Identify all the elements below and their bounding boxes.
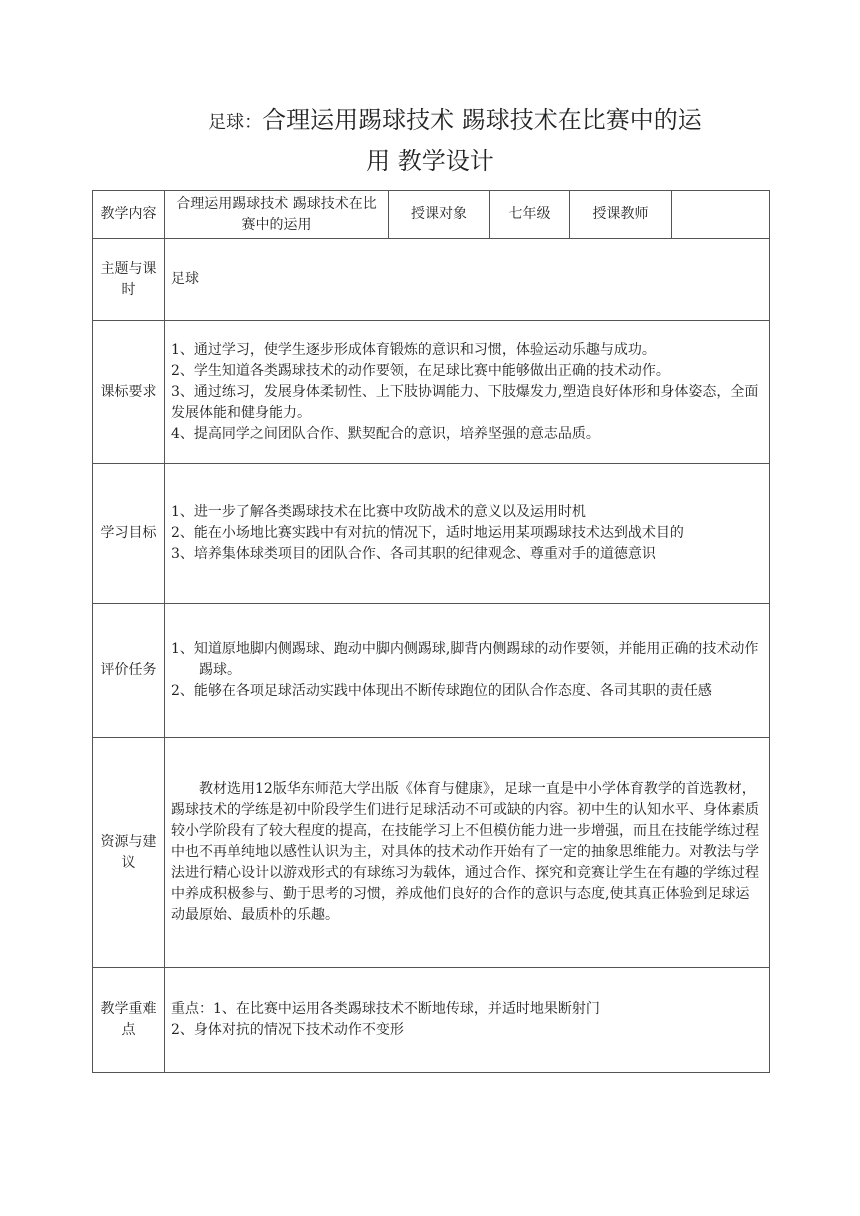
key-point-item: 重点：1、在比赛中运用各类踢球技术不断地传球，并适时地果断射门 xyxy=(171,1001,600,1017)
header-row xyxy=(93,191,770,239)
resources-row xyxy=(93,738,770,968)
resources-label: 资源与建议 xyxy=(93,738,165,968)
curriculum-item: 2、学生知道各类踢球技术的动作要领，在足球比赛中能够做出正确的技术动作。 xyxy=(171,362,670,379)
objectives-content xyxy=(165,464,770,604)
topic-row xyxy=(93,239,770,321)
audience-label: 授课对象 xyxy=(389,191,490,239)
title-line-2: 用 教学设计 xyxy=(366,147,494,175)
objectives-label: 学习目标 xyxy=(93,464,165,604)
title-line-1 xyxy=(0,103,860,140)
curriculum-item: 1、通过学习，使学生逐步形成体育锻炼的意识和习惯，体验运动乐趣与成功。 xyxy=(171,341,656,358)
audience-value: 七年级 xyxy=(490,191,570,239)
assessment-item: 2、能够在各项足球活动实践中体现出不断传球跑位的团队合作态度、各司其职的责任感 xyxy=(171,683,712,699)
objectives-row xyxy=(93,464,770,604)
curriculum-item: 3、通过练习，发展身体柔韧性、上下肢协调能力、下肢爆发力,塑造良好体形和身体姿态，全面发展体能和健身能力。 xyxy=(171,383,759,421)
resources-text: 教材选用12版华东师范大学出版《体育与健康》，足球一直是中小学体育教学的首选教材，踢球技术的学练是初中阶段学生们进行足球活动不可或缺的内容。初中生的认知水平、身体素质较小学阶段有了较大程度的提高，在技能学习上不但模仿能力进一步增强，而且在技能学练过程中也不再单纯地以感性认识为主，对具体的技术动作开始有了一定的抽象思维能力。对教法与学法进行精心设计以游戏形式的有球练习为载体，通过合作、探究和竞赛让学生在有趣的学练过程中养成积极参与、勤于思考的习惯，养成他们良好的合作的意识与态度,使其真正体验到足球运动最原始、最质朴的乐趣。 xyxy=(171,781,759,923)
content-label: 教学内容 xyxy=(93,191,165,239)
title-main: 合理运用踢球技术 踢球技术在比赛中的运 xyxy=(262,106,702,134)
teacher-label: 授课教师 xyxy=(570,191,672,239)
lesson-design-table xyxy=(92,190,770,1073)
objective-item: 3、培养集体球类项目的团队合作、各司其职的纪律观念、尊重对手的道德意识 xyxy=(171,546,656,562)
topic-value: 足球 xyxy=(165,239,770,321)
assessment-item: 1、知道原地脚内侧踢球、跑动中脚内侧踢球,脚背内侧踢球的动作要领，并能用正确的技术动作踢球。 xyxy=(171,641,759,678)
objective-item: 2、能在小场地比赛实践中有对抗的情况下，适时地运用某项踢球技术达到战术目的 xyxy=(171,525,684,541)
assessment-row xyxy=(93,604,770,738)
topic-label: 主题与课时 xyxy=(93,239,165,321)
curriculum-row xyxy=(93,321,770,464)
assessment-label: 评价任务 xyxy=(93,604,165,738)
curriculum-content xyxy=(165,321,770,464)
objective-item: 1、进一步了解各类踢球技术在比赛中攻防战术的意义以及运用时机 xyxy=(171,504,586,520)
assessment-content xyxy=(165,604,770,738)
key-points-label: 教学重难点 xyxy=(93,968,165,1073)
curriculum-label: 课标要求 xyxy=(93,321,165,464)
title-prefix: 足球： xyxy=(208,112,263,133)
curriculum-item: 4、提高同学之间团队合作、默契配合的意识，培养坚强的意志品质。 xyxy=(171,425,600,442)
key-points-content xyxy=(165,968,770,1073)
teacher-value xyxy=(672,191,770,239)
key-points-row xyxy=(93,968,770,1073)
document-title xyxy=(0,103,860,178)
content-value: 合理运用踢球技术 踢球技术在比赛中的运用 xyxy=(165,191,389,239)
resources-content xyxy=(165,738,770,968)
key-point-item: 2、身体对抗的情况下技术动作不变形 xyxy=(171,1022,404,1038)
